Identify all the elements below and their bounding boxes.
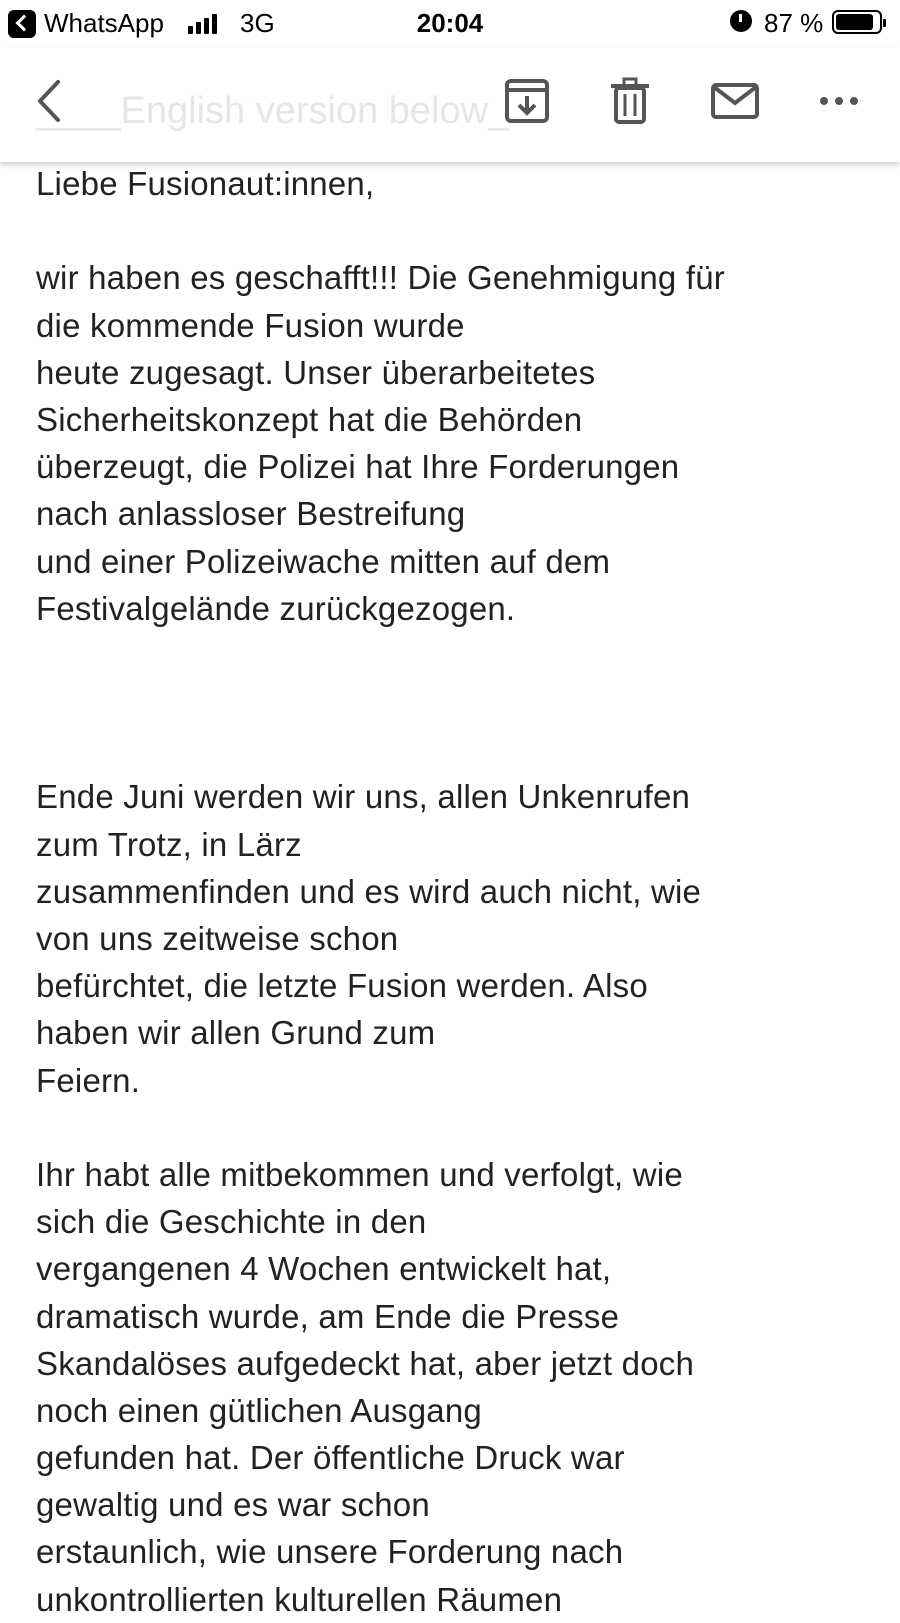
mail-toolbar: [0, 48, 900, 162]
clock: 20:04: [416, 8, 484, 38]
mail-body-line: zum Trotz, in Lärz: [36, 825, 302, 863]
mail-body-line: zusammenfinden und es wird auch nicht, wie: [36, 872, 702, 910]
alarm-icon: [730, 10, 752, 32]
paragraph-spacer: [36, 632, 876, 679]
mail-body-line: befürchtet, die letzte Fusion werden. Also: [36, 967, 648, 1005]
mail-body-line: und einer Polizeiwache mitten auf dem: [36, 542, 611, 580]
mail-body-line: Festivalgelände zurückgezogen.: [36, 589, 516, 627]
mail-body-line: von uns zeitweise schon: [36, 920, 399, 957]
mail-body-line: unkontrollierten kulturellen Räumen: [36, 1580, 563, 1618]
more-horizontal-icon: [812, 74, 866, 128]
mail-body-line: gewaltig und es war schon: [36, 1486, 430, 1524]
status-bar: [0, 0, 900, 48]
mail-body-line: nach anlassloser Bestreifung: [36, 495, 466, 533]
mail-body-line: gefunden hat. Der öffentliche Druck war: [36, 1439, 625, 1477]
mail-body-line: überzeugt, die Polizei hat Ihre Forderungen: [36, 448, 680, 486]
more-options-button[interactable]: [812, 74, 866, 128]
archive-icon: [500, 74, 554, 128]
network-type: 3G: [240, 8, 275, 38]
mail-body-line: noch einen gütlichen Ausgang: [36, 1391, 482, 1429]
mail-body-line: erstaunlich, wie unsere Forderung nach: [36, 1533, 624, 1571]
mail-body-line: Skandalöses aufgedeckt hat, aber jetzt doch: [36, 1344, 695, 1382]
mail-body-line: sich die Geschichte in den: [36, 1203, 427, 1241]
paragraph-spacer: [36, 207, 876, 254]
mail-body-line: dramatisch wurde, am Ende die Presse: [36, 1297, 620, 1335]
battery-icon: [832, 10, 882, 34]
mail-body-line: Sicherheitskonzept hat die Behörden: [36, 400, 583, 438]
mail-body-line: haben wir allen Grund zum: [36, 1014, 436, 1052]
mark-unread-button[interactable]: [708, 74, 762, 128]
paragraph-spacer: [36, 726, 876, 773]
paragraph-spacer: [36, 679, 876, 726]
chevron-left-icon: [26, 74, 80, 128]
mail-body-line: Ihr habt alle mitbekommen und verfolgt, wie: [36, 1155, 683, 1193]
battery-fill: [836, 14, 873, 30]
paragraph-spacer: [36, 1104, 876, 1151]
back-app-label: WhatsApp: [44, 8, 164, 38]
back-button[interactable]: [26, 74, 80, 128]
mail-body-line: die kommende Fusion wurde: [36, 306, 465, 344]
mail-body-line: vergangenen 4 Wochen entwickelt hat,: [36, 1250, 612, 1288]
mail-body-line: heute zugesagt. Unser überarbeitetes: [36, 353, 596, 391]
archive-button[interactable]: [500, 74, 554, 128]
mail-body-line: Feiern.: [36, 1061, 141, 1099]
mail-body-line: Ende Juni werden wir uns, allen Unkenrufen: [36, 778, 691, 816]
mail-body-line: wir haben es geschafft!!! Die Genehmigung für: [36, 259, 725, 297]
delete-button[interactable]: [603, 74, 657, 128]
mail-body-line: Liebe Fusionaut:innen,: [36, 165, 375, 202]
battery-percentage: 87 %: [764, 8, 824, 38]
trash-icon: [603, 74, 657, 128]
mail-icon: [708, 74, 762, 128]
subject-ghost-text: ____English version below_: [36, 90, 510, 132]
mail-body: [36, 160, 876, 1623]
